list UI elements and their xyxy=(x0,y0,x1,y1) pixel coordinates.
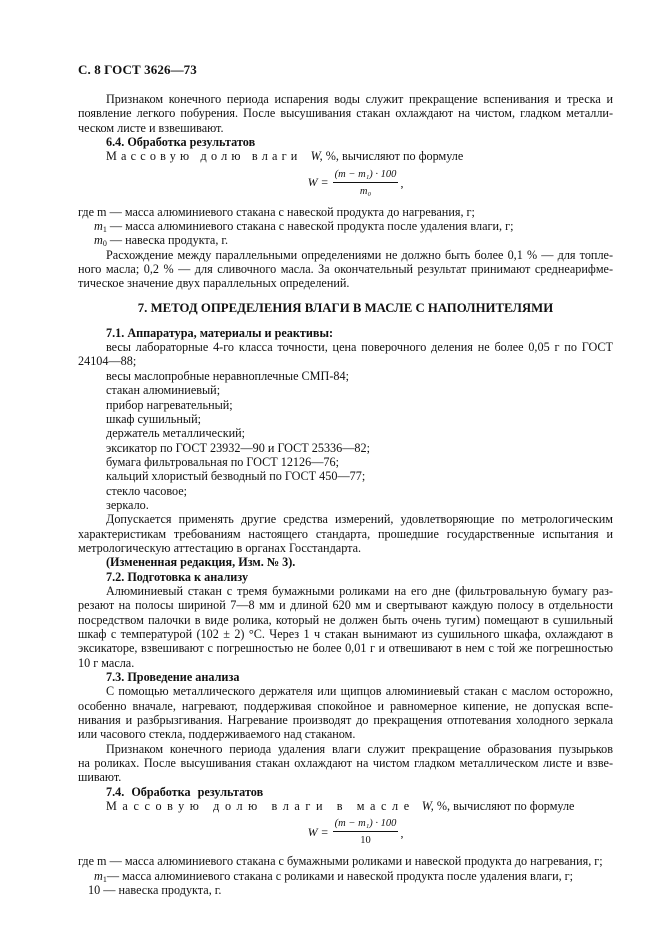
list-item: бумага фильтровальная по ГОСТ 12126—76; xyxy=(106,454,339,469)
where-symbol: m xyxy=(94,868,103,883)
formula-intro-spaced: Массовую долю влаги в масле xyxy=(106,799,415,814)
section-7-title: 7. МЕТОД ОПРЕДЕЛЕНИЯ ВЛАГИ В МАСЛЕ С НАПОЛНИТЕЛЯМИ xyxy=(137,300,554,315)
formula-denominator: 10 xyxy=(360,835,371,847)
formula-variable: W, xyxy=(421,799,434,814)
where-symbol: где m xyxy=(78,854,107,869)
list-item: кальций хлористый безводный по ГОСТ 450—77; xyxy=(106,469,366,484)
where-subscript: 1 xyxy=(102,225,107,235)
formula-denominator: m₀ xyxy=(359,185,372,197)
list-item: прибор нагревательный; xyxy=(106,397,233,412)
list-item-continuation: 24104—88; xyxy=(78,354,137,369)
formula-variable: W, xyxy=(310,149,323,164)
formula-trail: , xyxy=(400,825,404,840)
where-text: — навеска продукта, г. xyxy=(100,883,222,898)
where-text: — навеска продукта, г. xyxy=(106,233,229,248)
formula-6-4 xyxy=(78,166,613,200)
where-text: — масса алюминиевого стакана с навеской продукта до нагревания, г; xyxy=(106,204,475,219)
paragraph-line: Признаком конечного периода удаления влаги служит прекращение образования пузырьков xyxy=(106,741,613,756)
paragraph-line: тическое значение двух параллельных определений. xyxy=(78,276,350,291)
formula-intro-spaced: Массовую долю влаги xyxy=(106,149,302,164)
list-item: эксикатор по ГОСТ 23932—90 и ГОСТ 25336—82; xyxy=(106,440,370,455)
list-item: зеркало. xyxy=(106,497,149,512)
heading-6-4: 6.4. Обработка результатов xyxy=(106,135,256,150)
formula-trail: , xyxy=(400,176,404,191)
heading-7-4: 7.4. Обработка результатов xyxy=(106,784,264,799)
paragraph-line: эксикаторе, взвешивают с погрешностью не более 0,01 г и отвешивают в нем с той же погрешностью xyxy=(78,641,613,656)
page-header: С. 8 ГОСТ 3626—73 xyxy=(78,62,197,77)
list-item: весы маслопробные неравноплечные СМП-84; xyxy=(106,368,349,383)
where-symbol: где m xyxy=(78,204,107,219)
where-subscript: 0 xyxy=(102,239,107,249)
formula-intro xyxy=(78,149,613,163)
formula-lhs: W = xyxy=(307,824,329,839)
document-body xyxy=(78,92,613,898)
where-line xyxy=(78,219,613,233)
formula-intro-rest: %, вычисляют по формуле xyxy=(322,149,464,164)
heading-7-1: 7.1. Аппаратура, материалы и реактивы: xyxy=(106,325,334,340)
paragraph-line: Признаком конечного периода испарения воды служит прекращение вспенивания и треска и xyxy=(106,92,613,106)
paragraph-line: метрологическую аттестацию в органах Госстандарта. xyxy=(78,540,362,555)
where-line xyxy=(78,854,613,868)
formula-lhs: W = xyxy=(307,175,329,190)
formula-numerator: (m − m₁) · 100 xyxy=(333,818,399,832)
where-line xyxy=(78,869,613,883)
paragraph-line: шкаф с температурой (102 ± 2) °С. Через 1 ч стакан вынимают из сушильного шкафа, охлаждают в xyxy=(78,627,613,641)
heading-7-2: 7.2. Подготовка к анализу xyxy=(106,569,249,584)
list-item: шкаф сушильный; xyxy=(106,411,201,426)
paragraph-line: на роликах. После высушивания стакан охлаждают на чистом гладком металлическом листе и взве- xyxy=(78,756,613,771)
paragraph-line: Алюминиевый стакан с тремя бумажными роликами на его дне (фильтровальную бумагу раз- xyxy=(106,583,613,598)
paragraph-line: характеристикам требованиям настоящего стандарта, прошедшие государственные испытания и xyxy=(78,526,613,541)
heading-7-3: 7.3. Проведение анализа xyxy=(106,670,240,685)
where-text: — масса алюминиевого стакана с роликами и навеской продукта после удаления влаги, г; xyxy=(106,868,574,883)
formula-intro xyxy=(78,799,613,813)
formula-numerator: (m − m₁) · 100 xyxy=(333,169,399,183)
where-text: — масса алюминиевого стакана с навеской продукта после удаления влаги, г; xyxy=(106,219,514,234)
list-item: стакан алюминиевый; xyxy=(106,383,221,398)
where-subscript: 1 xyxy=(102,874,107,884)
where-text: — масса алюминиевого стакана с бумажными роликами и навеской продукта до нагревания, г; xyxy=(106,854,603,869)
paragraph-line: особенно вначале, нагревают, поддерживая спокойное и равномерное кипение, не допуская вспе- xyxy=(78,698,613,713)
list-item: держатель металлический; xyxy=(106,426,246,441)
formula-fraction xyxy=(333,818,399,846)
where-line xyxy=(78,233,613,247)
where-symbol: m xyxy=(94,233,103,248)
paragraph-line: Расхождение между параллельными определениями не должно быть более 0,1 % — для топле- xyxy=(106,247,613,262)
list-item: весы лабораторные 4-го класса точности, цена поверочного деления не более 0,05 г по ГОСТ xyxy=(106,340,613,355)
paragraph-line: резают на полосы шириной 7—8 мм и длиной 620 мм и свертывают каждую полосу в отдельности xyxy=(78,598,613,613)
paragraph-line: или часового стекла, поддерживаемого над стаканом. xyxy=(78,727,356,742)
paragraph-line: нивания и разбрызгивания. Нагревание производят до прекращения отпотевания холодного зеркала xyxy=(78,713,613,728)
paragraph-line: Допускается применять другие средства измерений, удовлетворяющие по метрологическим xyxy=(106,512,613,527)
list-item: стекло часовое; xyxy=(106,483,188,498)
paragraph-line: 10 г масла. xyxy=(78,655,135,670)
paragraph-line: ческом листе и взвешивают. xyxy=(78,120,224,135)
where-symbol: 10 xyxy=(88,883,101,898)
formula-intro-rest: %, вычисляют по формуле xyxy=(433,799,575,814)
where-symbol: m xyxy=(94,219,103,234)
paragraph-line: ного масла; 0,2 % — для сливочного масла. За окончательный результат принимают среднеарифме- xyxy=(78,262,613,277)
paragraph-line: посредством палочки в виде ролика, который не должен быть очень тугим) помещают в сушильный xyxy=(78,612,613,627)
amendment-note: (Измененная редакция, Изм. № 3). xyxy=(106,555,296,570)
paragraph-line: С помощью металлического держателя или щипцов алюминиевый стакан с маслом осторожно, xyxy=(106,684,613,699)
paragraph-line: появление легкого побурения. После высушивания стакан охлаждают на чистом, гладком металли- xyxy=(78,106,613,121)
formula-fraction xyxy=(333,169,399,197)
where-line xyxy=(78,883,613,897)
formula-7-4 xyxy=(78,815,613,849)
where-line xyxy=(78,205,613,219)
paragraph-line: шивают. xyxy=(78,770,122,785)
